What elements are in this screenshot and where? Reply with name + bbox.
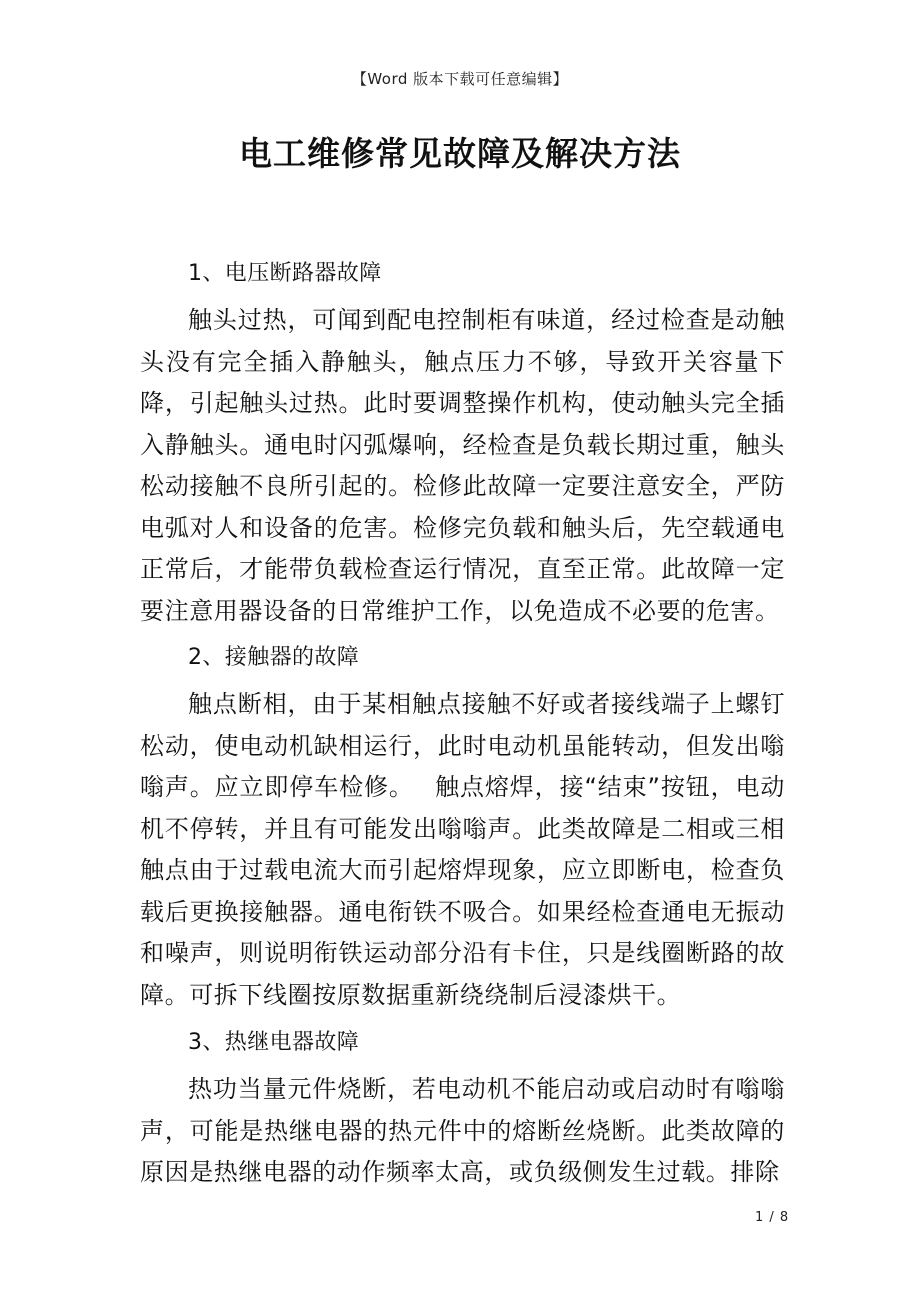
paragraph: 触头过热，可闻到配电控制柜有味道，经过检查是动触头没有完全插入静触头，触点压力不够，导致开关容量下降，引起触头过热。此时要调整操作机构，使动触头完全插入静触头。通电时闪弧爆响，经检查是负载长期过重，触头松动接触不良所引起的。检修此故障一定要注意安全，严防电弧对人和设备的危害。检修完负载和触头后，先空载通电正常后，才能带负载检查运行情况，直至正常。此故障一定要注意用器设备的日常维护工作，以免造成不必要的危害。 [140, 306, 785, 625]
section-heading-2: 2、接触器的故障 [188, 645, 360, 670]
paragraph: 热功当量元件烧断，若电动机不能启动或启动时有嗡嗡声，可能是热继电器的热元件中的熔断丝烧断。此类故障的原因是热继电器的动作频率太高，或负级侧发生过载。排除 [140, 1075, 785, 1186]
section-body-3 [140, 1069, 785, 1194]
document-title: 电工维修常见故障及解决方法 [239, 134, 681, 173]
paragraph: 触点断相，由于某相触点接触不好或者接线端子上螺钉松动，使电动机缺相运行，此时电动机虽能转动，但发出嗡嗡声。应立即停车检修。 触点熔焊，接“结束”按钮，电动机不停转，并且有可能发出嗡嗡声。此类故障是二相或三相触点由于过载电流大而引起熔焊现象，应立即断电，检查负载后更换接触器。通电衔铁不吸合。如果经检查通电无振动和噪声，则说明衔铁运动部分沿有卡住，只是线圈断路的故障。可拆下线圈按原数据重新绕绕制后浸漆烘干。 [140, 690, 785, 1009]
header-note: 【Word 版本下载可任意编辑】 [351, 70, 569, 88]
section-heading-1: 1、电压断路器故障 [188, 261, 382, 286]
section-heading-3: 3、热继电器故障 [188, 1030, 360, 1055]
page-number: 1 / 8 [755, 1210, 790, 1225]
section-body-1 [140, 300, 785, 632]
section-body-2 [140, 684, 785, 1016]
